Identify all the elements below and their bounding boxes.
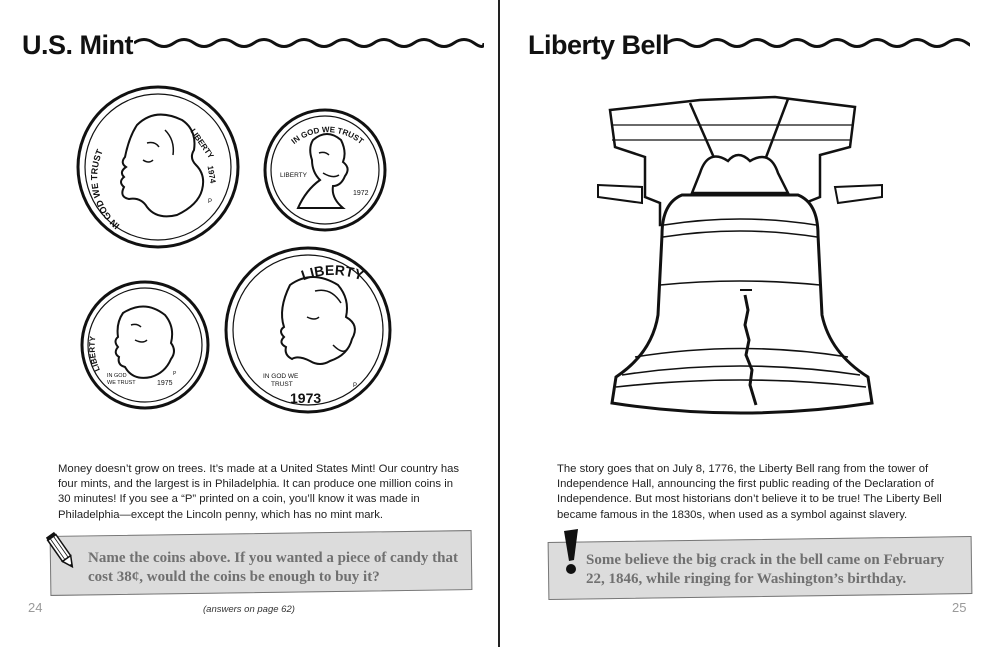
right-page	[500, 0, 1000, 647]
dime-liberty: LIBERTY	[87, 335, 102, 373]
left-page-paragraph: Money doesn’t grow on trees. It’s made at a United States Mint! Our country has four mints, and the largest is in Philadelphia. It can produce one million coins in 30 minutes! If you see a “P” printed on a coin, you’ll know it was made in Philadelphia—except the Lincoln penny, which has no mint mark.	[58, 463, 460, 521]
liberty-bell-illustration	[590, 85, 890, 435]
nickel-coin	[78, 87, 238, 247]
title-wave-decoration	[667, 34, 970, 52]
penny-coin	[265, 110, 385, 230]
title-wave-decoration	[134, 34, 484, 52]
answers-note: (answers on page 62)	[203, 604, 295, 615]
quarter-coin	[226, 248, 390, 412]
quarter-motto-line1: IN GOD WE	[263, 373, 299, 380]
dime-coin	[82, 282, 208, 408]
penny-liberty: LIBERTY	[280, 172, 307, 179]
right-page-title: Liberty Bell	[528, 30, 670, 60]
dime-mint-mark: P	[173, 371, 177, 377]
right-page-number: 25	[952, 600, 967, 615]
left-page-number: 24	[28, 600, 43, 615]
right-page-paragraph: The story goes that on July 8, 1776, the Liberty Bell rang from the tower of Independence Hall, announcing the first public reading of the Declaration of Independence. But most historians don’t believe it to be true! The Liberty Bell became famous in the 1830s, when used as a symbol against slavery.	[557, 463, 942, 521]
quarter-motto-line2: TRUST	[271, 381, 293, 388]
left-page-title: U.S. Mint	[22, 30, 133, 60]
quarter-mint-mark: P	[353, 383, 358, 389]
dime-year: 1975	[157, 380, 173, 387]
left-callout-text: Name the coins above. If you wanted a piece of candy that cost 38¢, would the coins be enough to buy it?	[88, 550, 458, 585]
nickel-motto: IN GOD WE TRUST	[89, 147, 122, 232]
dime-motto-line1: IN GOD	[107, 373, 127, 379]
penny-motto: IN GOD WE TRUST	[289, 125, 366, 146]
pencil-icon	[46, 530, 78, 574]
penny-year: 1972	[353, 190, 369, 197]
exclamation-icon	[558, 528, 584, 576]
dime-motto-line2: WE TRUST	[107, 380, 136, 386]
nickel-mint-mark: P	[208, 199, 213, 205]
quarter-year: 1973	[290, 390, 322, 406]
nickel-year: 1974	[205, 164, 218, 184]
quarter-liberty: LIBERTY	[298, 261, 366, 284]
nickel-liberty: LIBERTY	[188, 127, 216, 161]
coins-illustration	[75, 85, 395, 425]
right-callout-text: Some believe the big crack in the bell came on February 22, 1846, while ringing for Washington’s birthday.	[586, 552, 945, 587]
